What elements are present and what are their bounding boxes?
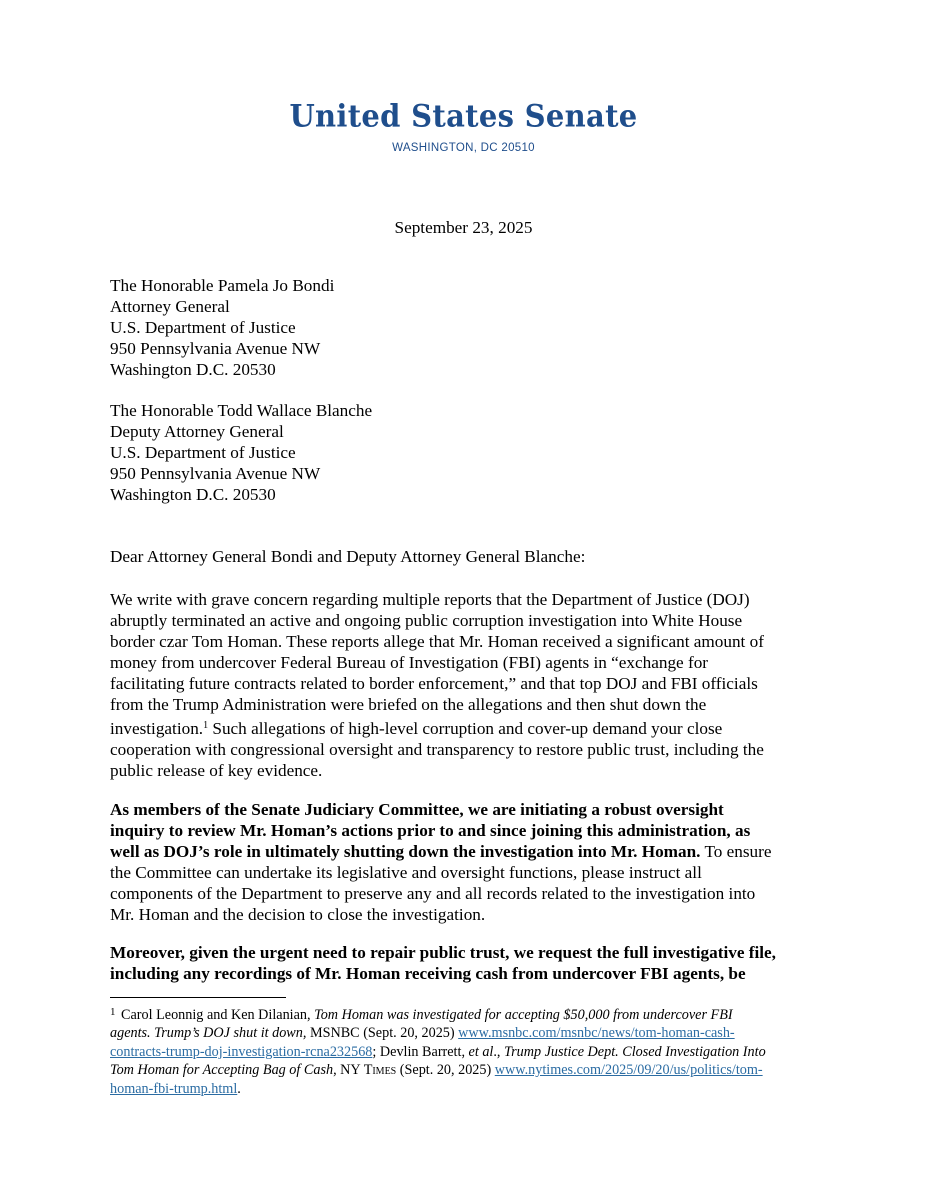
paragraph-text: investigation. bbox=[110, 719, 204, 738]
address-line: U.S. Department of Justice bbox=[110, 318, 296, 337]
footnote-link-nytimes[interactable]: homan-fbi-trump.html bbox=[110, 1080, 238, 1097]
paragraph-line: abruptly terminated an active and ongoing public corruption investigation into White House bbox=[110, 611, 743, 630]
letterhead-address: WASHINGTON, DC 20510 bbox=[392, 142, 535, 154]
body-paragraph-3 bbox=[110, 942, 830, 984]
bold-text: As members of the Senate Judiciary Committee, we are initiating a robust oversight bbox=[110, 800, 724, 819]
footnote-divider bbox=[110, 997, 286, 998]
letter-date: September 23, 2025 bbox=[394, 218, 533, 237]
paragraph-line: components of the Department to preserve any and all records related to the investigation into bbox=[110, 884, 756, 903]
paragraph-line: Mr. Homan and the decision to close the investigation. bbox=[110, 905, 486, 924]
footnote-line bbox=[110, 1080, 830, 1098]
footnote-line bbox=[110, 1043, 830, 1061]
paragraph-line: border czar Tom Homan. These reports allege that Mr. Homan received a significant amount of bbox=[110, 632, 764, 651]
footnote-line bbox=[110, 1003, 830, 1024]
paragraph-line: money from undercover Federal Bureau of Investigation (FBI) agents in “exchange for bbox=[110, 653, 709, 672]
footnote-line bbox=[110, 1061, 830, 1079]
address-line: 950 Pennsylvania Avenue NW bbox=[110, 339, 321, 358]
footnote-text: ., bbox=[493, 1043, 505, 1060]
address-line: The Honorable Todd Wallace Blanche bbox=[110, 401, 373, 420]
address-line: Attorney General bbox=[110, 297, 230, 316]
paragraph-line: We write with grave concern regarding multiple reports that the Department of Justice (DOJ) bbox=[110, 590, 750, 609]
bold-text: including any recordings of Mr. Homan receiving cash from undercover FBI agents, be bbox=[110, 964, 746, 983]
footnote-line bbox=[110, 1024, 830, 1042]
paragraph-line: public release of key evidence. bbox=[110, 761, 323, 780]
footnote-text: ; Devlin Barrett, bbox=[372, 1043, 469, 1060]
recipient-address-bondi bbox=[110, 275, 830, 380]
footnote-article-title: agents. Trump’s DOJ shut it down, bbox=[110, 1025, 307, 1042]
footnote-article-title: Trump Justice Dept. Closed Investigation Into bbox=[504, 1043, 766, 1060]
salutation: Dear Attorney General Bondi and Deputy Attorney General Blanche: bbox=[110, 547, 586, 566]
footnote-text: Carol Leonnig and Ken Dilanian, bbox=[117, 1007, 315, 1023]
paragraph-line bbox=[110, 841, 830, 862]
paragraph-text: Such allegations of high-level corruption and cover-up demand your close bbox=[208, 719, 723, 738]
footnote-link-msnbc[interactable]: contracts-trump-doj-investigation-rcna232568 bbox=[110, 1043, 373, 1060]
paragraph-line: the Committee can undertake its legislative and oversight functions, please instruct all bbox=[110, 863, 702, 882]
letterhead-title: United States Senate bbox=[289, 98, 638, 134]
paragraph-line bbox=[110, 715, 830, 739]
body-paragraph-2 bbox=[110, 799, 830, 925]
paragraph-line: cooperation with congressional oversight and transparency to restore public trust, including the bbox=[110, 740, 764, 759]
footnote-text: (Sept. 20, 2025) bbox=[396, 1062, 495, 1079]
footnote-italic: et al bbox=[468, 1043, 494, 1060]
paragraph-line-bold bbox=[110, 799, 830, 820]
paragraph-line-bold bbox=[110, 963, 830, 984]
paragraph-line: from the Trump Administration were briefed on the allegations and then shut down the bbox=[110, 695, 707, 714]
footnote-text: MSNBC (Sept. 20, 2025) bbox=[306, 1025, 459, 1042]
footnote-article-title: Tom Homan was investigated for accepting $50,000 from undercover FBI bbox=[314, 1007, 733, 1023]
bold-text: well as DOJ’s role in ultimately shutting down the investigation into Mr. Homan. bbox=[110, 842, 701, 861]
paragraph-line: facilitating future contracts related to border enforcement,” and that top DOJ and FBI officials bbox=[110, 674, 758, 693]
bold-text: Moreover, given the urgent need to repair public trust, we request the full investigative file, bbox=[110, 943, 776, 962]
paragraph-line-bold bbox=[110, 820, 830, 841]
footnote-number: 1 bbox=[110, 1006, 116, 1018]
footnote-text: . bbox=[237, 1080, 241, 1097]
footnote-link-nytimes[interactable]: www.nytimes.com/2025/09/20/us/politics/tom- bbox=[494, 1062, 763, 1079]
bold-text: inquiry to review Mr. Homan’s actions prior to and since joining this administration, as bbox=[110, 821, 751, 840]
footnote-text: , NY bbox=[333, 1062, 364, 1079]
footnote-article-title: Tom Homan for Accepting Bag of Cash bbox=[110, 1062, 334, 1079]
footnote-link-msnbc[interactable]: www.msnbc.com/msnbc/news/tom-homan-cash- bbox=[458, 1025, 735, 1042]
address-line: U.S. Department of Justice bbox=[110, 443, 296, 462]
footnote-reference[interactable]: 1 bbox=[203, 720, 209, 731]
paragraph-line-bold bbox=[110, 942, 830, 963]
address-line: 950 Pennsylvania Avenue NW bbox=[110, 464, 321, 483]
address-line: The Honorable Pamela Jo Bondi bbox=[110, 276, 335, 295]
paragraph-text: To ensure bbox=[700, 842, 772, 861]
address-line: Deputy Attorney General bbox=[110, 422, 284, 441]
address-line: Washington D.C. 20530 bbox=[110, 485, 276, 504]
footnote-1 bbox=[110, 1003, 830, 1098]
letterhead bbox=[0, 98, 927, 159]
address-line: Washington D.C. 20530 bbox=[110, 360, 276, 379]
footnote-publication: Times bbox=[363, 1062, 397, 1079]
body-paragraph-1 bbox=[110, 589, 830, 781]
recipient-address-blanche bbox=[110, 400, 830, 505]
